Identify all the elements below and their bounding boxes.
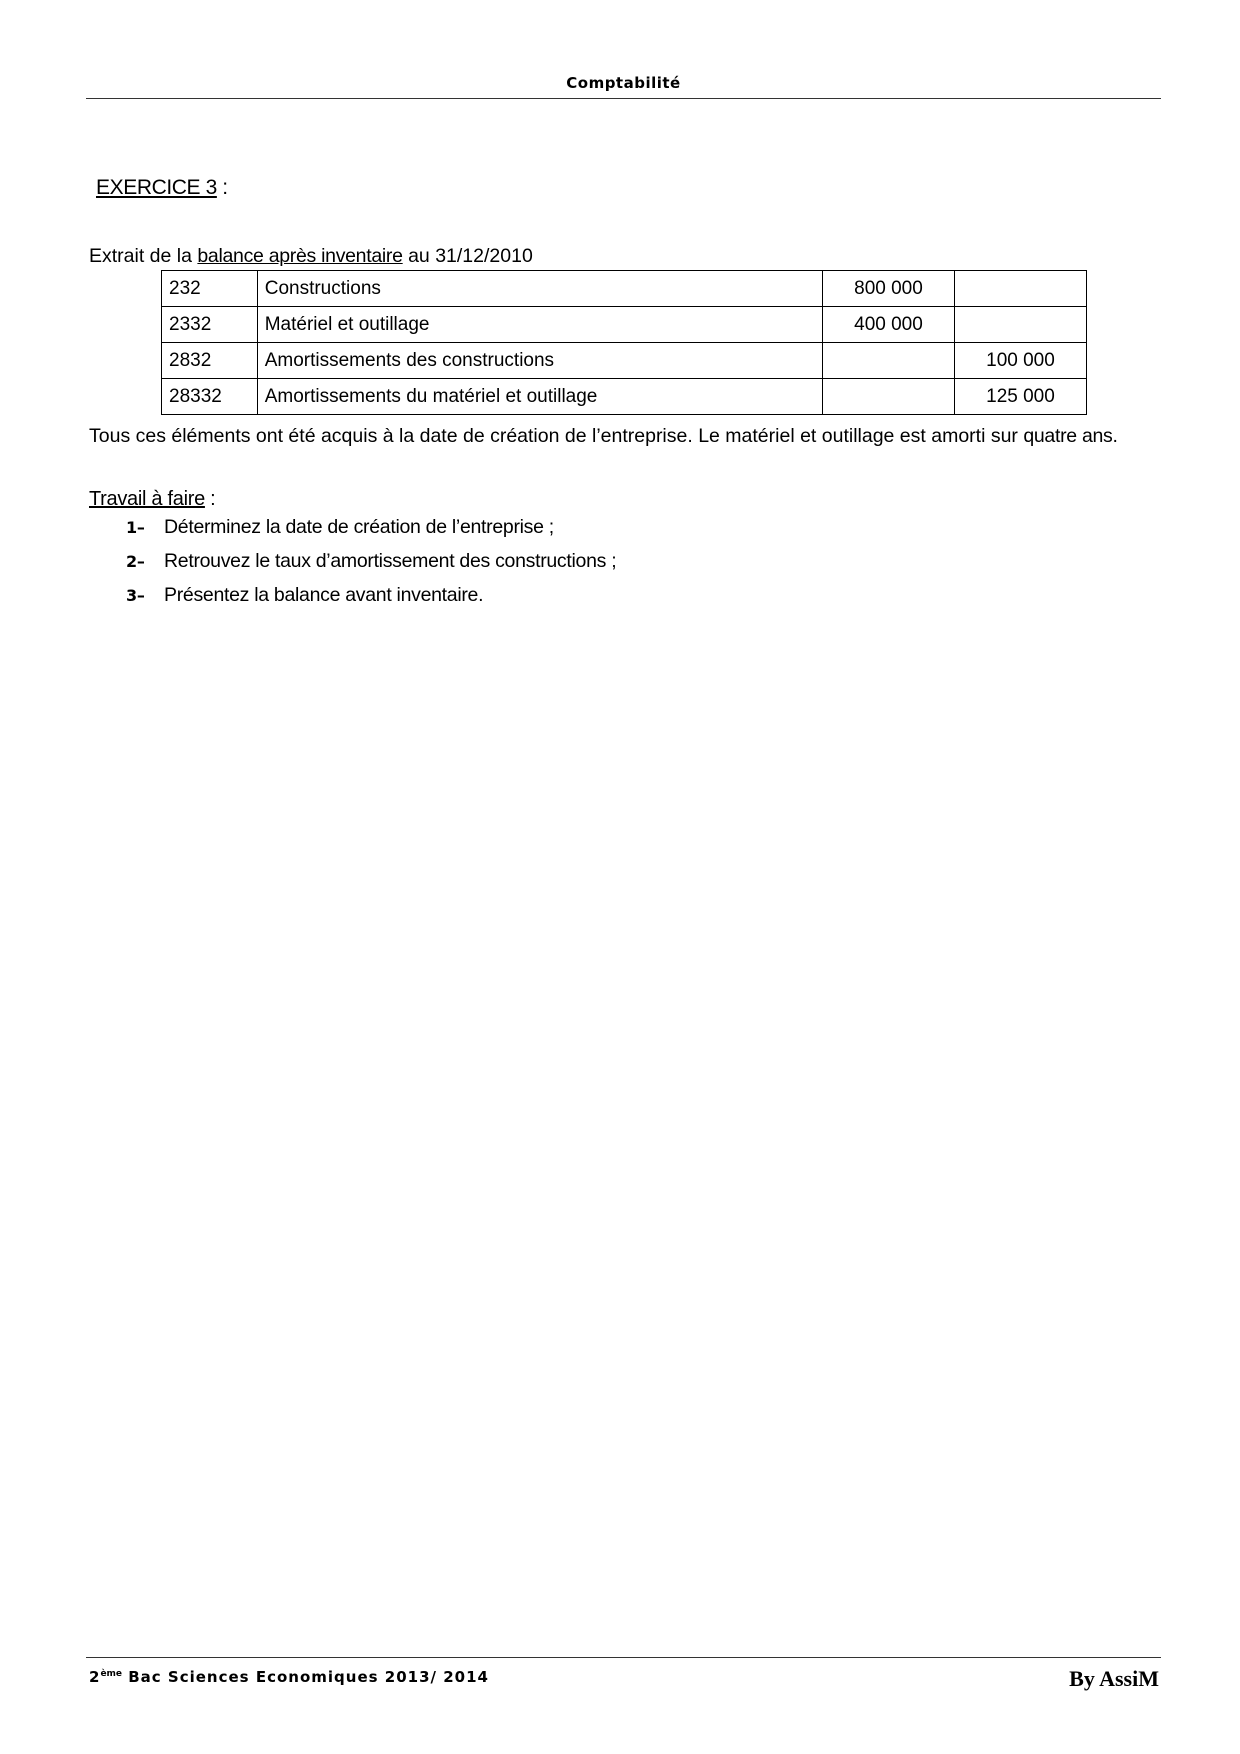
- task-number: 1–: [126, 518, 145, 537]
- note-emphasis: quatre ans: [1023, 425, 1113, 447]
- exercise-title: [96, 176, 228, 200]
- task-text: Déterminez la date de création de l’entreprise ;: [164, 516, 554, 538]
- footer-level-number: 2: [89, 1668, 101, 1686]
- credit-cell: [954, 307, 1086, 343]
- account-number-cell: 2832: [162, 343, 258, 379]
- footer-level-rest: Bac Sciences Economiques 2013/ 2014: [122, 1668, 489, 1686]
- account-label-cell: Amortissements des constructions: [257, 343, 822, 379]
- list-item: [126, 544, 616, 578]
- table-row: [162, 307, 1087, 343]
- intro-prefix: Extrait de la: [89, 245, 198, 267]
- list-item: [126, 510, 616, 544]
- note-line: [89, 425, 1118, 448]
- intro-emphasis: balance après inventaire: [197, 245, 403, 267]
- footer-level-superscript: ème: [100, 1669, 123, 1679]
- task-text: Présentez la balance avant inventaire.: [164, 584, 484, 606]
- task-list: [126, 510, 616, 612]
- table-row: [162, 271, 1087, 307]
- exercise-title-text: EXERCICE 3: [96, 176, 217, 199]
- footer-level: [89, 1668, 489, 1686]
- list-item: [126, 578, 616, 612]
- balance-table: [161, 270, 1087, 415]
- header-subject: Comptabilité: [566, 74, 681, 92]
- debit-cell: [822, 379, 954, 415]
- account-number-cell: 2332: [162, 307, 258, 343]
- debit-cell: 400 000: [822, 307, 954, 343]
- tasks-heading: [89, 488, 215, 511]
- tasks-heading-suffix: :: [204, 488, 216, 510]
- debit-cell: [822, 343, 954, 379]
- account-label-cell: Constructions: [257, 271, 822, 307]
- account-number-cell: 232: [162, 271, 258, 307]
- page-header: [86, 74, 1161, 99]
- note-end: .: [1112, 425, 1118, 447]
- intro-suffix: au 31/12/2010: [402, 245, 533, 267]
- table-row: [162, 379, 1087, 415]
- debit-cell: 800 000: [822, 271, 954, 307]
- credit-cell: 125 000: [954, 379, 1086, 415]
- footer-author: By AssiM: [1069, 1666, 1159, 1691]
- account-label-cell: Amortissements du matériel et outillage: [257, 379, 822, 415]
- account-label-cell: Matériel et outillage: [257, 307, 822, 343]
- credit-cell: [954, 271, 1086, 307]
- task-text: Retrouvez le taux d’amortissement des constructions ;: [164, 550, 617, 572]
- table-row: [162, 343, 1087, 379]
- tasks-heading-text: Travail à faire: [89, 488, 205, 510]
- page-footer: [86, 1657, 1161, 1691]
- exercise-title-suffix: :: [216, 176, 228, 199]
- task-number: 3–: [126, 586, 145, 605]
- account-number-cell: 28332: [162, 379, 258, 415]
- task-number: 2–: [126, 552, 145, 571]
- note-text: Tous ces éléments ont été acquis à la date de création de l’entreprise. Le matériel et outillage est amorti sur: [89, 425, 1024, 447]
- credit-cell: 100 000: [954, 343, 1086, 379]
- intro-line: [89, 245, 533, 268]
